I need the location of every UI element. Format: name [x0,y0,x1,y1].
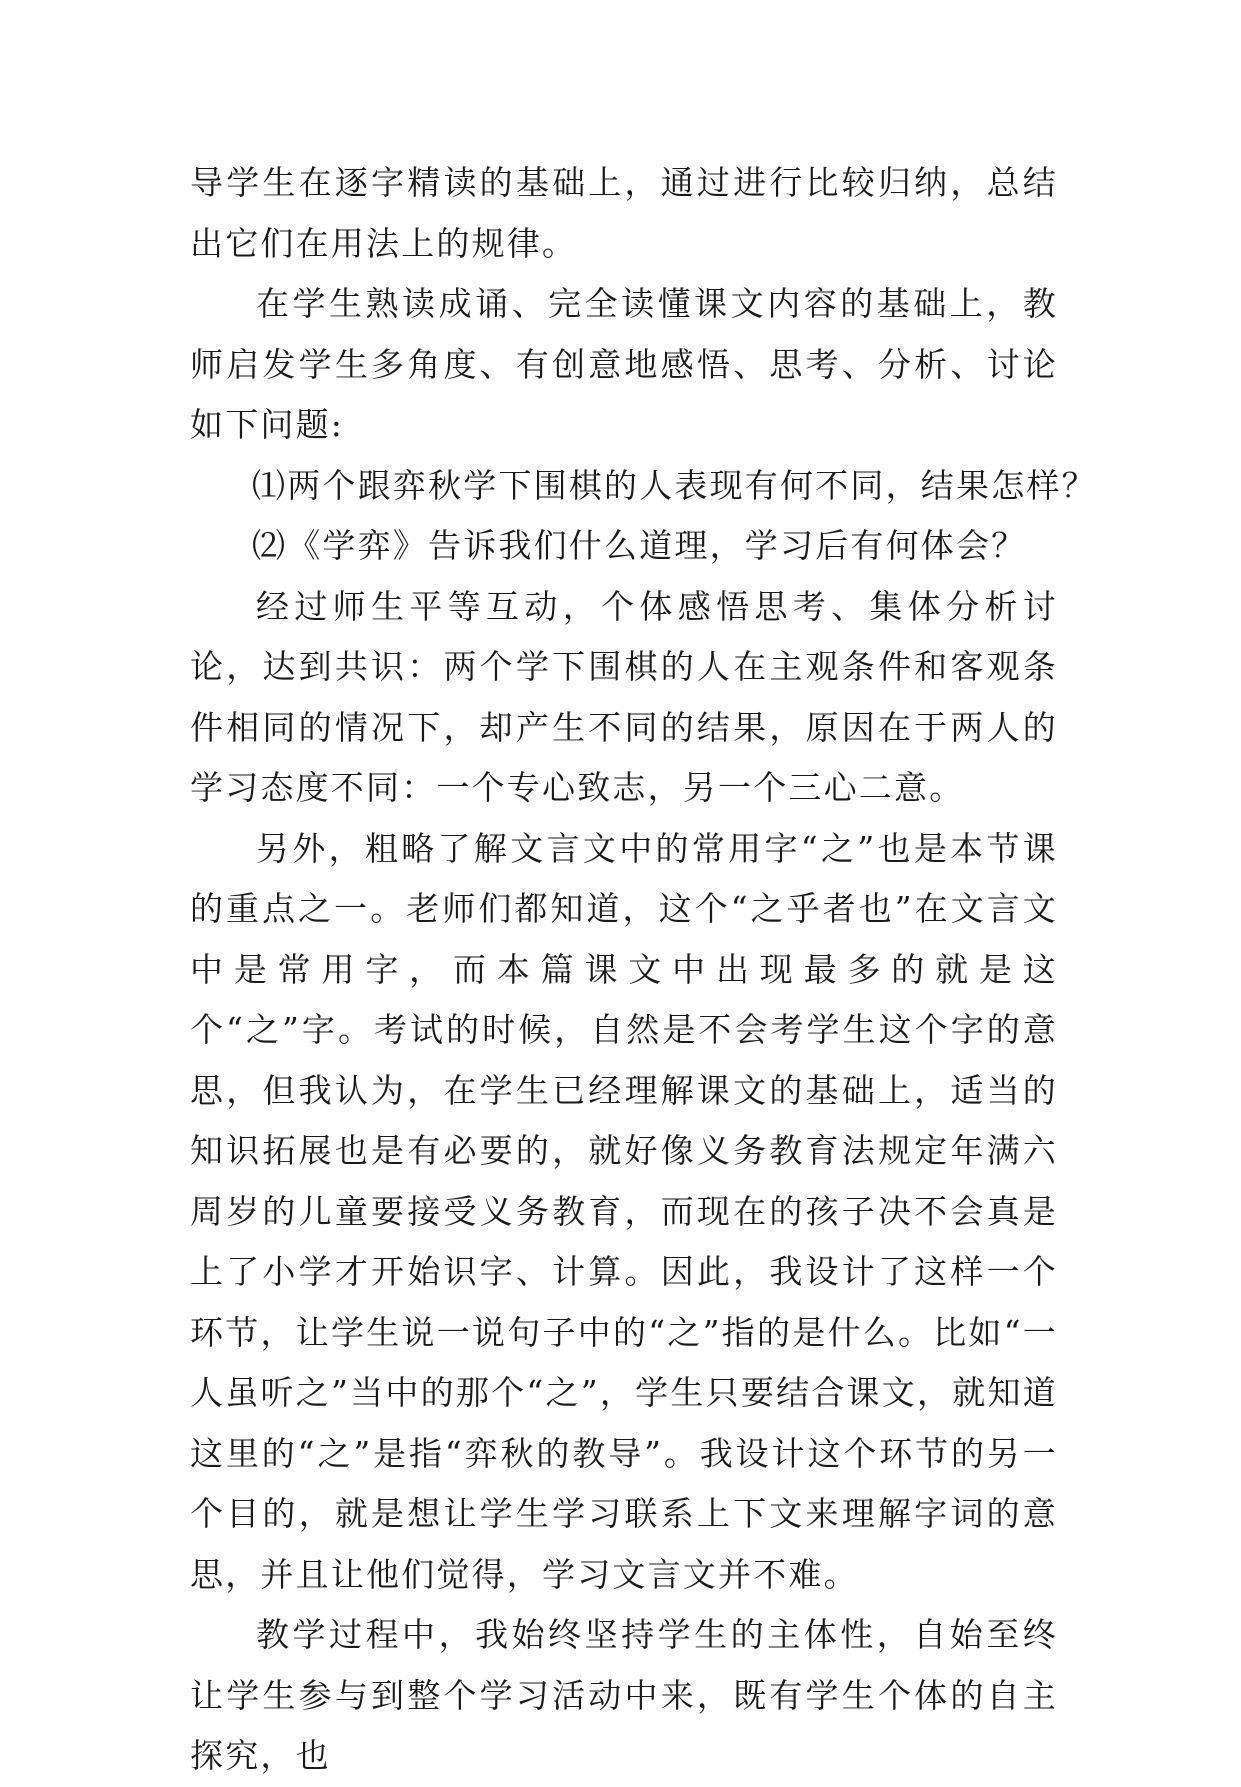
paragraph-continuation: 导学生在逐字精读的基础上，通过进行比较归纳，总结出它们在用法上的规律。 [190,163,1058,263]
question-item-1: ⑴两个跟弈秋学下围棋的人表现有何不同，结果怎样？ [252,465,1097,505]
question-item-2: ⑵《学弈》告诉我们什么道理，学习后有何体会？ [252,526,1027,565]
paragraph-consensus: 经过师生平等互动，个体感悟思考、集体分析讨论，达到共识：两个学下围棋的人在主观条件和客观条件相同的情况下，却产生不同的结果，原因在于两人的学习态度不同：一个专心致志，另一个三心二意。 [190,586,1058,807]
document-body [190,153,1097,1787]
paragraph-discussion-intro: 在学生熟读成诵、完全读懂课文内容的基础上，教师启发学生多角度、有创意地感悟、思考、分析、讨论如下问题: [190,284,1058,444]
paragraph-zhi-character: 另外，粗略了解文言文中的常用字“之”也是本节课的重点之一。老师们都知道，这个“之乎者也”在文言文中是常用字，而本篇课文中出现最多的就是这个“之”字。考试的时候，自然是不会考学生这个字的意思，但我认为，在学生已经理解课文的基础上，适当的知识拓展也是有必要的，就好像义务教育法规定年满六周岁的儿童要接受义务教育，而现在的孩子决不会真是上了小学才开始识字、计算。因此，我设计了这样一个环节，让学生说一说句子中的“之”指的是什么。比如“一人虽听之”当中的那个“之”，学生只要结合课文，就知道这里的“之”是指“弈秋的教导”。我设计这个环节的另一个目的，就是想让学生学习联系上下文来理解字词的意思，并且让他们觉得，学习文言文并不难。 [190,828,1058,1594]
paragraph-teaching-process: 教学过程中，我始终坚持学生的主体性，自始至终让学生参与到整个学习活动中来，既有学生个体的自主探究，也 [190,1615,1058,1775]
